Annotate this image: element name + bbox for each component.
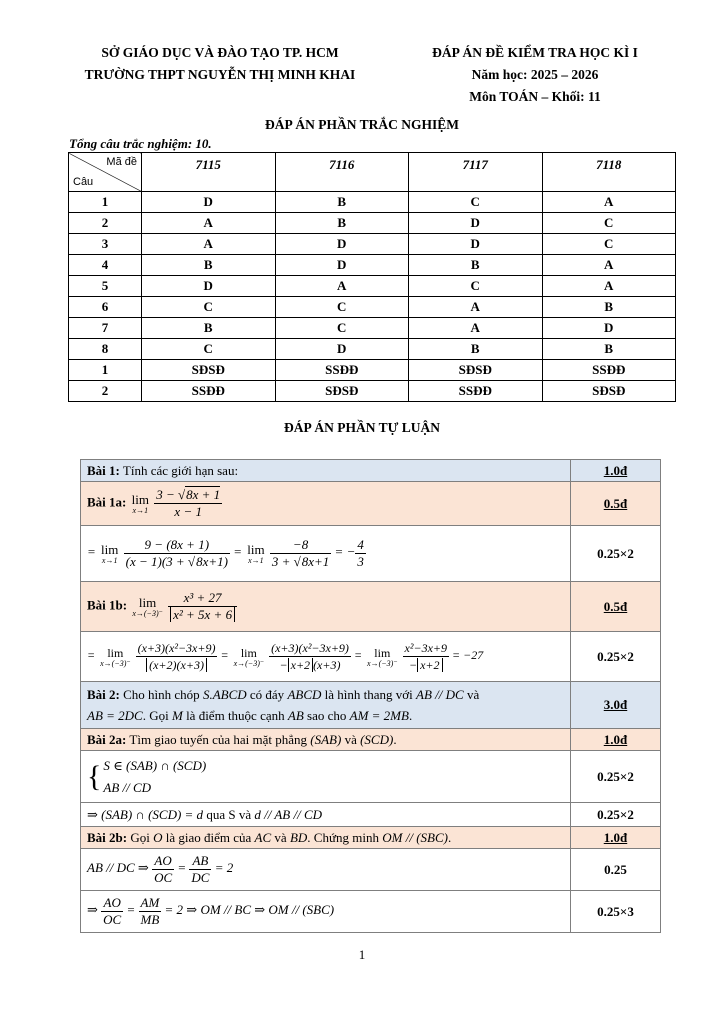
answer-cell: A [142, 234, 276, 255]
answer-cell: SSĐĐ [409, 381, 543, 402]
bai2b-step2-row [81, 891, 661, 933]
header-right [405, 42, 665, 108]
answer-cell: B [409, 255, 543, 276]
bai2-text: là hình thang với [324, 687, 413, 702]
bai2a-text: Tìm giao tuyến của hai mặt phẳng [129, 731, 308, 747]
answer-cell: C [142, 339, 276, 360]
question-number: 8 [69, 339, 142, 360]
answer-cell: D [142, 192, 276, 213]
answer-cell: D [409, 234, 543, 255]
bai1b-row [81, 582, 661, 632]
answer-cell: D [542, 318, 676, 339]
bai1a-solution: = lim x→1 $\frac{9 - (8x + 1)}{(x - 1)(3 + √8x+1)}$ = lim x→1 $\frac{-8}{3 + √8x+1}$ = − $\frac{4}{3}$ [81, 526, 571, 582]
code-header: 7118 [542, 153, 676, 192]
bai1b-solution: = lim x→(−3)⁻ $\frac{\text{(x+3)(x²−3x+9)}}{(x+2)(x+3)}$ = lim x→(−3)⁻ $\frac{\text{(x+3)(x²−3x+9)}}{- x+2 (x+3)}$ = lim x→(−3)⁻ $\frac{\text{x²−3x+9}}{- x+2}$ = −27 [81, 632, 571, 682]
answer-cell: SSĐĐ [275, 360, 409, 381]
bai2b-text: Gọi [130, 829, 150, 845]
department-name: SỞ GIÁO DỤC VÀ ĐÀO TẠO TP. HCM [101, 45, 339, 60]
bai2-text: và [466, 687, 480, 702]
bai2b-step1-row [81, 849, 661, 891]
bai2b-step2-score: 0.25×3 [571, 891, 661, 933]
answer-cell: C [409, 276, 543, 297]
table-row [69, 192, 676, 213]
question-number: 1 [69, 360, 142, 381]
bai1-prompt [81, 460, 571, 482]
answer-cell: D [142, 276, 276, 297]
bai1a-label: Bài 1a: [87, 494, 127, 510]
bai2a-step2-score: 0.25×2 [571, 803, 661, 827]
bai2a-label: Bài 2a: [87, 731, 127, 747]
bai2-row [81, 682, 661, 729]
answer-cell: C [409, 192, 543, 213]
bai2b-label: Bài 2b: [87, 829, 128, 845]
answer-cell: B [542, 297, 676, 318]
exam-title: ĐÁP ÁN ĐỀ KIỂM TRA HỌC KÌ I [432, 45, 638, 60]
bai2-text: có đáy [249, 687, 285, 702]
answer-cell: SĐSĐ [409, 360, 543, 381]
mc-header-row [69, 153, 676, 192]
answer-cell: C [275, 297, 409, 318]
bai2-text: . Gọi [142, 708, 169, 723]
bai2b-text: . Chứng minh [307, 829, 379, 845]
bai2a-prompt: Bài 2a: Tìm giao tuyến của hai mặt phẳng (SAB) và (SCD). [81, 729, 571, 751]
answer-cell: B [142, 255, 276, 276]
bai2-text: là điểm thuộc cạnh [186, 708, 285, 723]
answer-cell: A [275, 276, 409, 297]
code-header: 7115 [142, 153, 276, 192]
bai1b-step-score: 0.25×2 [571, 632, 661, 682]
answer-cell: B [275, 213, 409, 234]
question-number: 7 [69, 318, 142, 339]
corner-cell [69, 153, 142, 192]
bai1b-solution-row [81, 632, 661, 682]
answer-cell: SĐSĐ [142, 360, 276, 381]
bai2a-step1-row [81, 751, 661, 803]
bai2a-step1: { S ∈ (SAB) ∩ (SCD) AB // CD [81, 751, 571, 803]
bai2-text: sao cho [307, 708, 347, 723]
mc-section-title: ĐÁP ÁN PHẦN TRẮC NGHIỆM [264, 117, 459, 132]
bai2b-step1: AB // DC ⇒ $\frac{AO}{OC}$ = $\frac{AB}{DC}$ = 2 [81, 849, 571, 891]
corner-top-label: Mã đề [106, 156, 137, 168]
bai1b-prompt [81, 582, 571, 632]
bai1-row [81, 460, 661, 482]
bai2b-row [81, 827, 661, 849]
mc-answer-table [68, 152, 676, 402]
bai2a-step2-text: qua S và [206, 806, 252, 822]
bai2-text: Cho hình chóp [123, 687, 200, 702]
bai2b-step1-score: 0.25 [571, 849, 661, 891]
table-row [69, 339, 676, 360]
answer-cell: A [142, 213, 276, 234]
question-number: 5 [69, 276, 142, 297]
answer-cell: C [142, 297, 276, 318]
header-left [60, 42, 380, 86]
bai2a-row [81, 729, 661, 751]
table-row [69, 213, 676, 234]
answer-cell: D [275, 234, 409, 255]
answer-cell: A [542, 276, 676, 297]
answer-cell: C [542, 213, 676, 234]
bai1a-row [81, 482, 661, 526]
bai1-score: 1.0đ [571, 460, 661, 482]
subject-grade: Môn TOÁN – Khối: 11 [469, 89, 601, 104]
bai2-prompt: Bài 2: Cho hình chóp S.ABCD có đáy ABCD là hình thang với AB // DC và AB = 2DC. Gọi M là điểm thuộc cạnh AB sao cho AM = 2MB. [81, 682, 571, 729]
answer-cell: SSĐĐ [542, 360, 676, 381]
school-name: TRƯỜNG THPT NGUYỄN THỊ MINH KHAI [84, 67, 356, 82]
bai2-label: Bài 2: [87, 687, 120, 702]
table-row [69, 381, 676, 402]
bai1b-label: Bài 1b: [87, 597, 128, 613]
bai1a-step-score: 0.25×2 [571, 526, 661, 582]
page-number: 1 [358, 947, 366, 962]
answer-cell: C [542, 234, 676, 255]
table-row [69, 276, 676, 297]
answer-cell: A [409, 297, 543, 318]
answer-cell: D [275, 255, 409, 276]
bai2b-score: 1.0đ [571, 827, 661, 849]
bai2a-score: 1.0đ [571, 729, 661, 751]
answer-cell: B [275, 192, 409, 213]
bai2b-step2: ⇒ $\frac{AO}{OC}$ = $\frac{AM}{MB}$ = 2 ⇒ OM // BC ⇒ OM // (SBC) [81, 891, 571, 933]
answer-cell: B [542, 339, 676, 360]
question-number: 2 [69, 381, 142, 402]
answer-cell: SSĐĐ [142, 381, 276, 402]
answer-cell: SĐSĐ [542, 381, 676, 402]
question-number: 4 [69, 255, 142, 276]
question-number: 3 [69, 234, 142, 255]
answer-cell: A [409, 318, 543, 339]
bai1b-score: 0.5đ [571, 582, 661, 632]
corner-bottom-label: Câu [73, 176, 94, 188]
code-header: 7117 [409, 153, 543, 192]
bai1a-limit-expression: lim x→1 $\frac{3 - √8x + 1}{x - 1}$ [131, 487, 221, 519]
bai1a-solution-row [81, 526, 661, 582]
mc-total: Tổng câu trắc nghiệm: 10. [69, 136, 212, 151]
bai2b-text: và [274, 829, 287, 845]
bai2a-and: và [344, 731, 357, 747]
question-number: 6 [69, 297, 142, 318]
table-row [69, 297, 676, 318]
answer-cell: SĐSĐ [275, 381, 409, 402]
bai2a-step2: ⇒ (SAB) ∩ (SCD) = d qua S và d // AB // CD [81, 803, 571, 827]
table-row [69, 318, 676, 339]
answer-cell: D [275, 339, 409, 360]
answer-cell: B [142, 318, 276, 339]
bai1-text: Tính các giới hạn sau: [122, 462, 239, 478]
answer-cell: A [542, 192, 676, 213]
table-row [69, 360, 676, 381]
bai2b-prompt: Bài 2b: Gọi O là giao điểm của AC và BD. Chứng minh OM // (SBC). [81, 827, 571, 849]
answer-cell: C [275, 318, 409, 339]
question-number: 2 [69, 213, 142, 234]
table-row [69, 255, 676, 276]
answer-cell: A [542, 255, 676, 276]
answer-cell: D [409, 213, 543, 234]
bai1a-prompt [81, 482, 571, 526]
bai2a-step2-row [81, 803, 661, 827]
answer-cell: B [409, 339, 543, 360]
essay-section-title: ĐÁP ÁN PHẦN TỰ LUẬN [283, 420, 440, 435]
bai2b-text: là giao điểm của [165, 829, 252, 845]
school-year: Năm học: 2025 – 2026 [471, 67, 599, 82]
bai1a-score: 0.5đ [571, 482, 661, 526]
bai1-label: Bài 1: [87, 462, 120, 478]
code-header: 7116 [275, 153, 409, 192]
bai1b-limit-expression: lim x→(−3)⁻ $\frac{\text{x³ + 27}}{\text{x² + 5x + 6}}$ [130, 597, 237, 612]
bai2a-step1-score: 0.25×2 [571, 751, 661, 803]
table-row [69, 234, 676, 255]
bai2-score: 3.0đ [571, 682, 661, 729]
question-number: 1 [69, 192, 142, 213]
essay-answer-table [80, 459, 661, 933]
